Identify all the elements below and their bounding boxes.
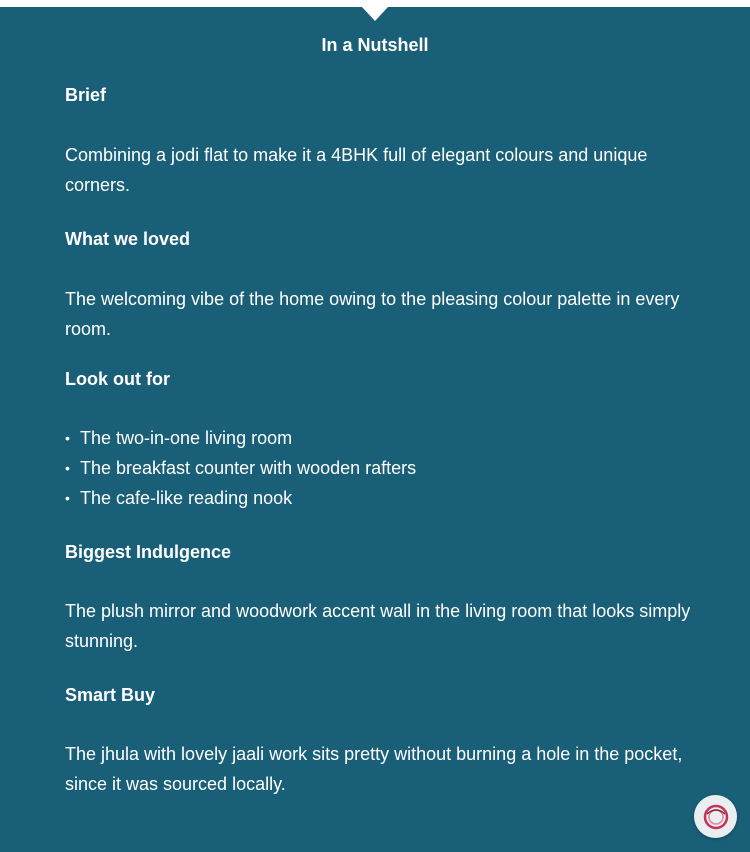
section-text-indulgence: The plush mirror and woodwork accent wall in the living room that looks simply stunning.: [65, 601, 691, 651]
section-heading-indulgence: Biggest Indulgence: [65, 542, 232, 562]
section-heading-smartbuy: Smart Buy: [65, 685, 156, 705]
bullet-icon: •: [65, 490, 70, 506]
section-text-brief: Combining a jodi flat to make it a 4BHK full of elegant colours and unique corners.: [65, 145, 648, 195]
notch-indicator: [362, 7, 388, 21]
nutshell-content: [65, 83, 695, 799]
top-bar: [0, 0, 750, 7]
section-heading-lookout: Look out for: [65, 369, 170, 389]
section-text-loved: The welcoming vibe of the home owing to the pleasing colour palette in every room.: [65, 289, 680, 339]
section-heading-brief: Brief: [65, 85, 107, 105]
logo-ring-icon: [701, 802, 731, 832]
list-item: [65, 453, 695, 483]
lookout-list: [65, 423, 695, 513]
list-item-text: The breakfast counter with wooden rafters: [80, 458, 417, 478]
bullet-icon: •: [65, 460, 70, 476]
bullet-icon: •: [65, 430, 70, 446]
list-item-text: The cafe-like reading nook: [80, 488, 293, 508]
list-item-text: The two-in-one living room: [80, 428, 293, 448]
floating-logo-button[interactable]: [694, 795, 737, 838]
list-item: [65, 423, 695, 453]
section-text-smartbuy: The jhula with lovely jaali work sits pretty without burning a hole in the pocket, since it was sourced locally.: [65, 744, 683, 794]
section-heading-loved: What we loved: [65, 229, 191, 249]
list-item: [65, 483, 695, 513]
card-title: In a Nutshell: [321, 35, 429, 55]
